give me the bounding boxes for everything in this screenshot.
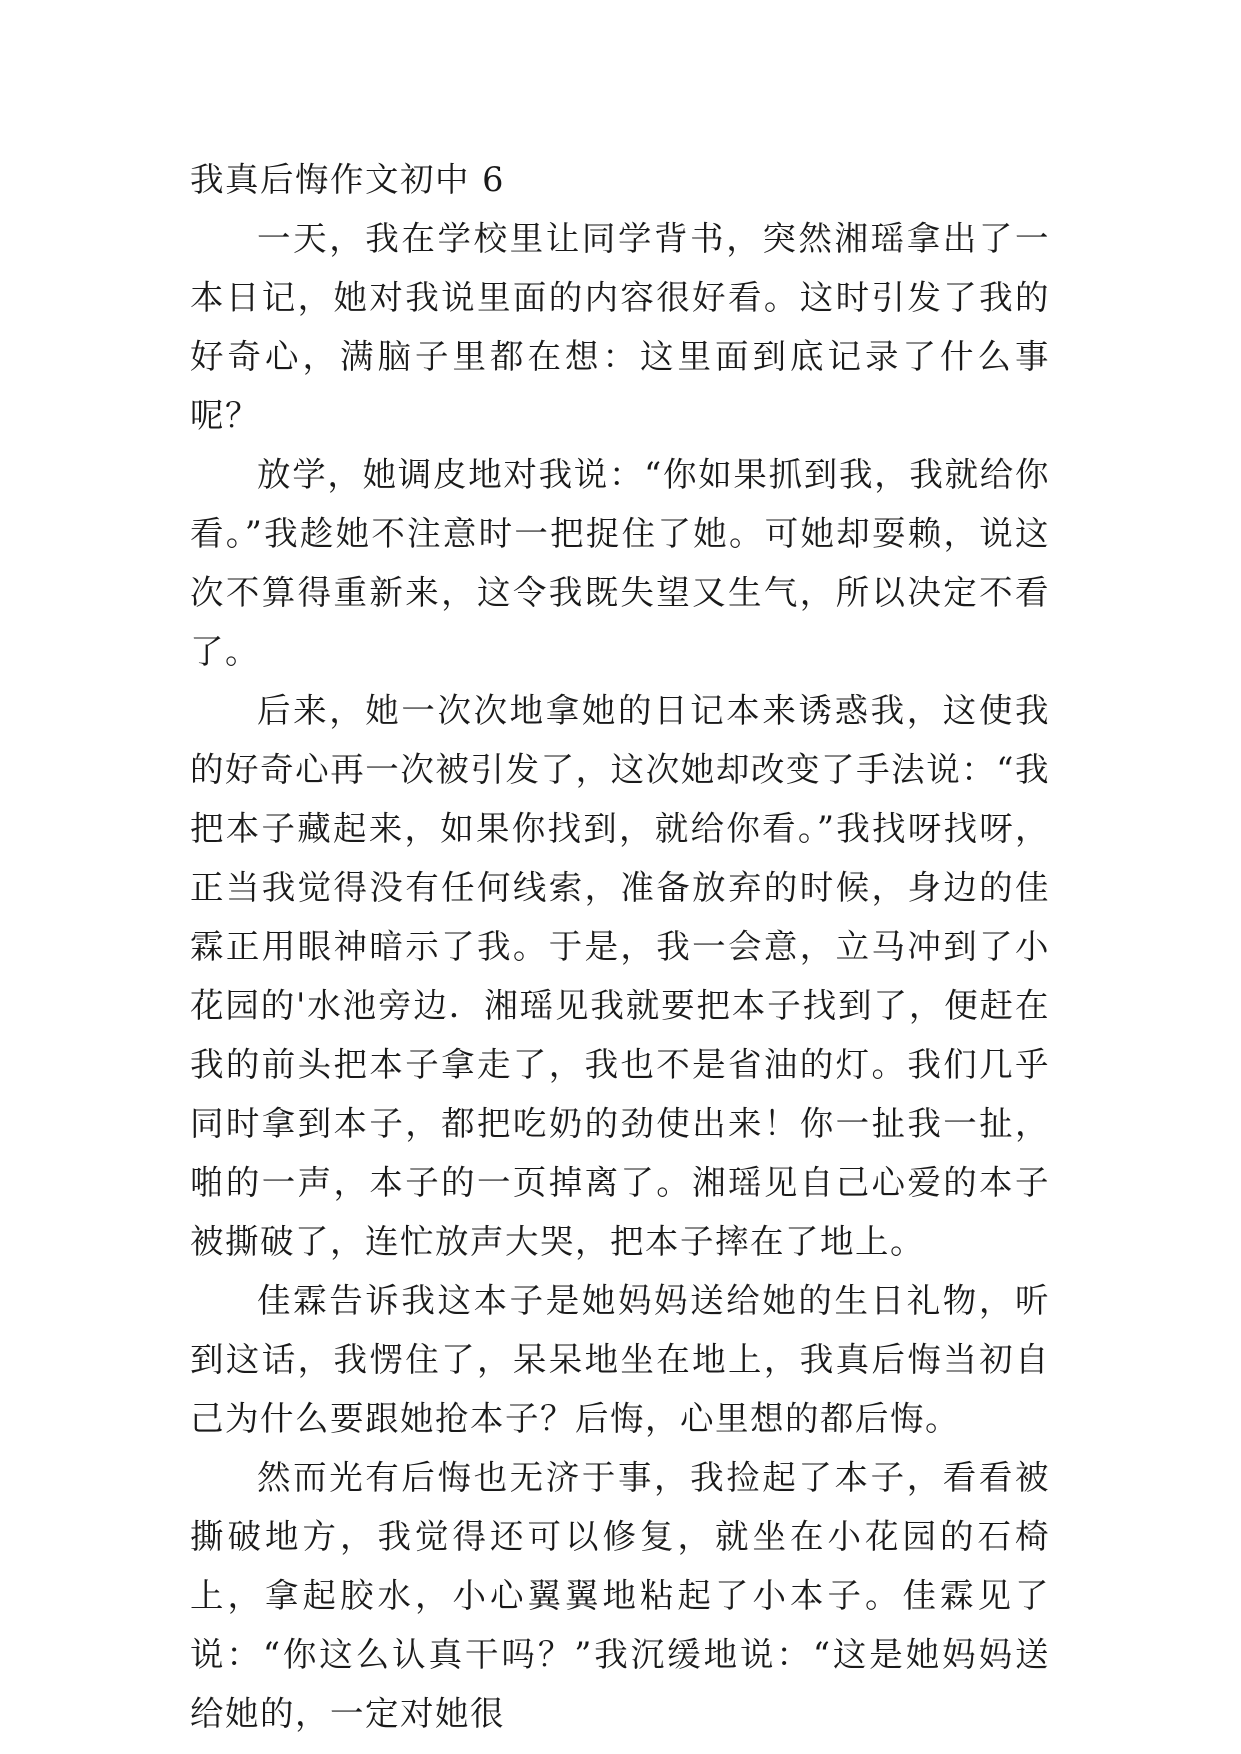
paragraph-5: 然而光有后悔也无济于事，我捡起了本子，看看被撕破地方，我觉得还可以修复，就坐在小花园的石椅上，拿起胶水，小心翼翼地粘起了小本子。佳霖见了说：“你这么认真干吗？”我沉缓地说：“这是她妈妈送给她的，一定对她很 <box>190 1458 1050 1733</box>
paragraph-1: 一天，我在学校里让同学背书，突然湘瑶拿出了一本日记，她对我说里面的内容很好看。这时引发了我的好奇心，满脑子里都在想：这里面到底记录了什么事呢？ <box>190 219 1050 435</box>
paragraph-2: 放学，她调皮地对我说：“你如果抓到我，我就给你看。”我趁她不注意时一把捉住了她。可她却耍赖，说这次不算得重新来，这令我既失望又生气，所以决定不看了。 <box>190 455 1050 671</box>
paragraph-3: 后来，她一次次地拿她的日记本来诱惑我，这使我的好奇心再一次被引发了，这次她却改变了手法说：“我把本子藏起来，如果你找到，就给你看。”我找呀找呀，正当我觉得没有任何线索，准备放弃的时候，身边的佳霖正用眼神暗示了我。于是，我一会意，立马冲到了小花园的'水池旁边．湘瑶见我就要把本子找到了，便赶在我的前头把本子拿走了，我也不是省油的灯。我们几乎同时拿到本子，都把吃奶的劲使出来！你一扯我一扯，啪的一声，本子的一页掉离了。湘瑶见自己心爱的本子被撕破了，连忙放声大哭，把本子摔在了地上。 <box>190 691 1050 1261</box>
paragraph-4: 佳霖告诉我这本子是她妈妈送给她的生日礼物，听到这话，我愣住了，呆呆地坐在地上，我真后悔当初自己为什么要跟她抢本子？后悔，心里想的都后悔。 <box>190 1281 1050 1438</box>
essay-title: 我真后悔作文初中 6 <box>190 160 505 199</box>
essay-body <box>190 150 1050 1743</box>
